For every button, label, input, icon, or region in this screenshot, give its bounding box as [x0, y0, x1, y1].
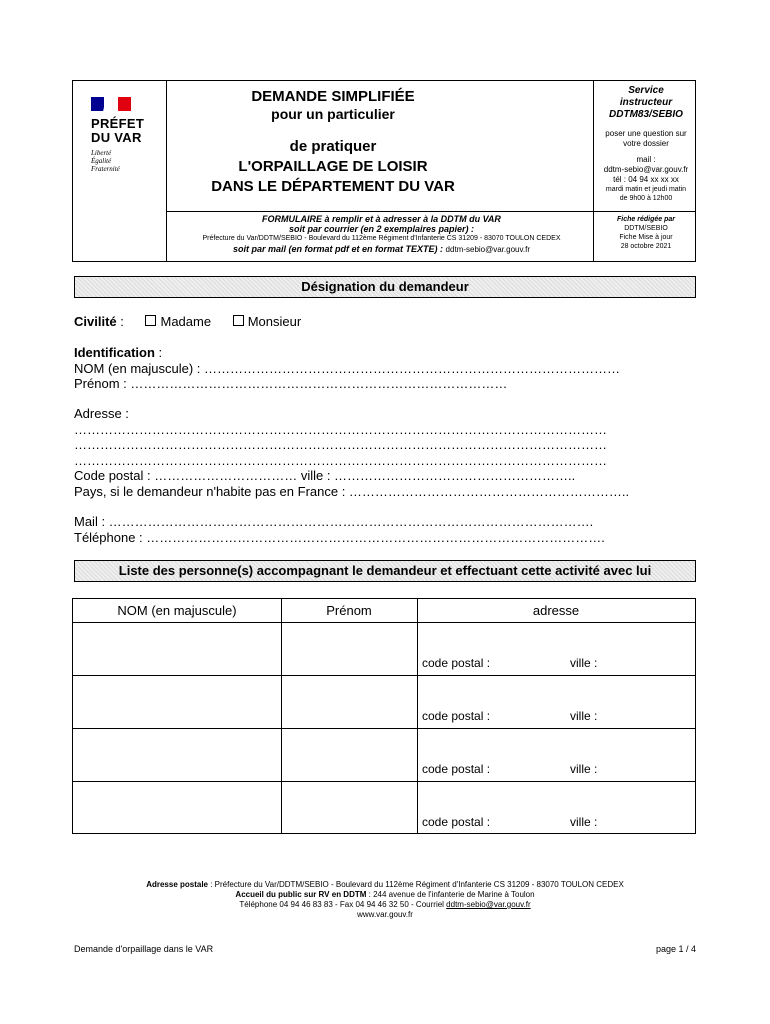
question-line2: votre dossier [623, 139, 669, 148]
service-label2: instructeur [619, 97, 673, 108]
table-row-cp[interactable]: code postal : [422, 709, 491, 723]
service-info [595, 85, 697, 203]
table-divider [73, 675, 695, 676]
service-label3: DDTM83/SEBIO [609, 109, 683, 120]
table-row-ville[interactable]: ville : [570, 815, 598, 829]
table-row-cp[interactable]: code postal : [422, 762, 491, 776]
fiche-line2: DDTM/SEBIO [624, 225, 668, 232]
table-divider [73, 781, 695, 782]
col-header-nom: NOM (en majuscule) [117, 603, 237, 618]
form-line3: Préfecture du Var/DDTM/SEBIO - Boulevard du 112ème Régiment d'Infanterie CS 31209 - 83070 TOULON CEDEX [202, 235, 561, 242]
service-mail[interactable]: ddtm-sebio@var.gouv.fr [603, 165, 689, 174]
col-header-prenom: Prénom [326, 603, 372, 618]
pays-field[interactable]: Pays, si le demandeur n'habite pas en France : ……………………………………………………….. [74, 483, 630, 499]
form-subtitle: pour un particulier [271, 106, 395, 122]
page-number: page 1 / 4 [655, 944, 696, 954]
mail-field[interactable]: Mail : …………………………………………………………………………………………………. [74, 514, 594, 529]
table-row-cp[interactable]: code postal : [422, 815, 491, 829]
form-line1: FORMULAIRE à remplir et à adresser à la DDTM du VAR [262, 214, 501, 224]
footer-postal: : Préfecture du Var/DDTM/SEBIO - Boulevard du 112ème Régiment d'Infanterie CS 31209 - 83070 TOULON CEDEX [208, 880, 624, 889]
table-divider [281, 599, 282, 833]
table-divider [417, 599, 418, 833]
section-demandeur-title: Désignation du demandeur [74, 276, 696, 298]
madame-label: Madame [160, 314, 212, 329]
adresse-label: Adresse : [74, 406, 129, 421]
identification-label: Identification [74, 345, 155, 360]
col-header-adresse: adresse [532, 603, 580, 618]
adresse-line1[interactable]: …………………………………………………………………………………………………………… [74, 421, 607, 437]
adresse-line2[interactable]: …………………………………………………………………………………………………………… [74, 437, 607, 452]
prenom-field[interactable]: Prénom : …………………………………………………………………………… [74, 376, 508, 391]
form-title: DEMANDE SIMPLIFIÉE [251, 88, 415, 105]
code-postal-ville-field[interactable]: Code postal : …………………………… ville : ……………………………………………….. [74, 468, 576, 483]
table-row-ville[interactable]: ville : [570, 656, 598, 670]
form-line2: soit par courrier (en 2 exemplaires papier) : [288, 224, 475, 234]
identification-block [74, 345, 620, 392]
mail-label: mail : [636, 155, 656, 164]
fiche-line4: 28 octobre 2021 [620, 243, 672, 250]
prefet-logo [91, 97, 161, 173]
adresse-line3[interactable]: …………………………………………………………………………………………………………… [74, 452, 607, 468]
doc-name: Demande d'orpaillage dans le VAR [74, 944, 214, 954]
contact-block [74, 514, 605, 545]
table-divider [73, 728, 695, 729]
header-divider [166, 211, 695, 212]
header-divider [166, 81, 167, 261]
civilite-label: Civilité [74, 314, 117, 329]
adresse-block [74, 406, 629, 499]
civilite-row [74, 314, 301, 330]
footer-accueil-label: Accueil du public sur RV en DDTM [235, 890, 367, 899]
nom-field[interactable]: NOM (en majuscule) : …………………………………………………………………………………… [74, 360, 621, 376]
service-tel: tél : 04 94 xx xx xx [613, 175, 679, 184]
form-purpose [168, 137, 498, 197]
footer-accueil: : 244 avenue de l'infanterie de Marine à Toulon [366, 890, 535, 899]
prefet-line1: PRÉFET [91, 116, 145, 131]
purpose-line2: L'ORPAILLAGE DE LOISIR [238, 158, 428, 175]
devise-egalite: Égalité [91, 157, 112, 165]
form-email[interactable]: ddtm-sebio@var.gouv.fr [445, 245, 530, 254]
section-accompagnants-title: Liste des personne(s) accompagnant le demandeur et effectuant cette activité avec lui [74, 560, 696, 582]
footer-website[interactable]: www.var.gouv.fr [357, 910, 413, 919]
footer-address [0, 880, 770, 920]
service-hours2: de 9h00 à 12h00 [619, 195, 673, 202]
footer-phone: Téléphone 04 94 46 83 83 - Fax 04 94 46 32 50 - Courriel [239, 900, 447, 909]
accompagnants-table [72, 598, 696, 834]
devise-fraternite: Fraternité [91, 165, 120, 173]
fiche-line1: Fiche rédigée par [617, 216, 675, 223]
purpose-line1: de pratiquer [289, 138, 377, 155]
service-hours1: mardi matin et jeudi matin [605, 186, 687, 193]
devise-liberte: Liberté [91, 149, 112, 157]
flag-icon [91, 97, 131, 111]
question-line1: poser une question sur [605, 129, 687, 138]
footer-postal-label: Adresse postale [146, 880, 208, 889]
table-row-cp[interactable]: code postal : [422, 656, 491, 670]
telephone-field[interactable]: Téléphone : ……………………………………………………………………………………………. [74, 529, 605, 545]
header-table [72, 80, 696, 262]
table-row-ville[interactable]: ville : [570, 762, 598, 776]
madame-checkbox[interactable] [145, 315, 156, 326]
form-line4: soit par mail (en format pdf et en format TEXTE) : [233, 244, 444, 254]
monsieur-label: Monsieur [247, 314, 302, 329]
footer-email-link[interactable]: ddtm-sebio@var.gouv.fr [446, 900, 531, 909]
form-instructions [168, 214, 595, 255]
service-label1: Service [628, 85, 664, 96]
identification-sep: : [154, 345, 163, 360]
civilite-sep: : [116, 314, 124, 329]
table-row-ville[interactable]: ville : [570, 709, 598, 723]
prefet-line2: DU VAR [91, 130, 142, 145]
monsieur-checkbox[interactable] [233, 315, 244, 326]
purpose-line3: DANS LE DÉPARTEMENT DU VAR [211, 178, 455, 195]
fiche-line3: Fiche Mise à jour [619, 234, 673, 241]
fiche-info [595, 215, 697, 251]
